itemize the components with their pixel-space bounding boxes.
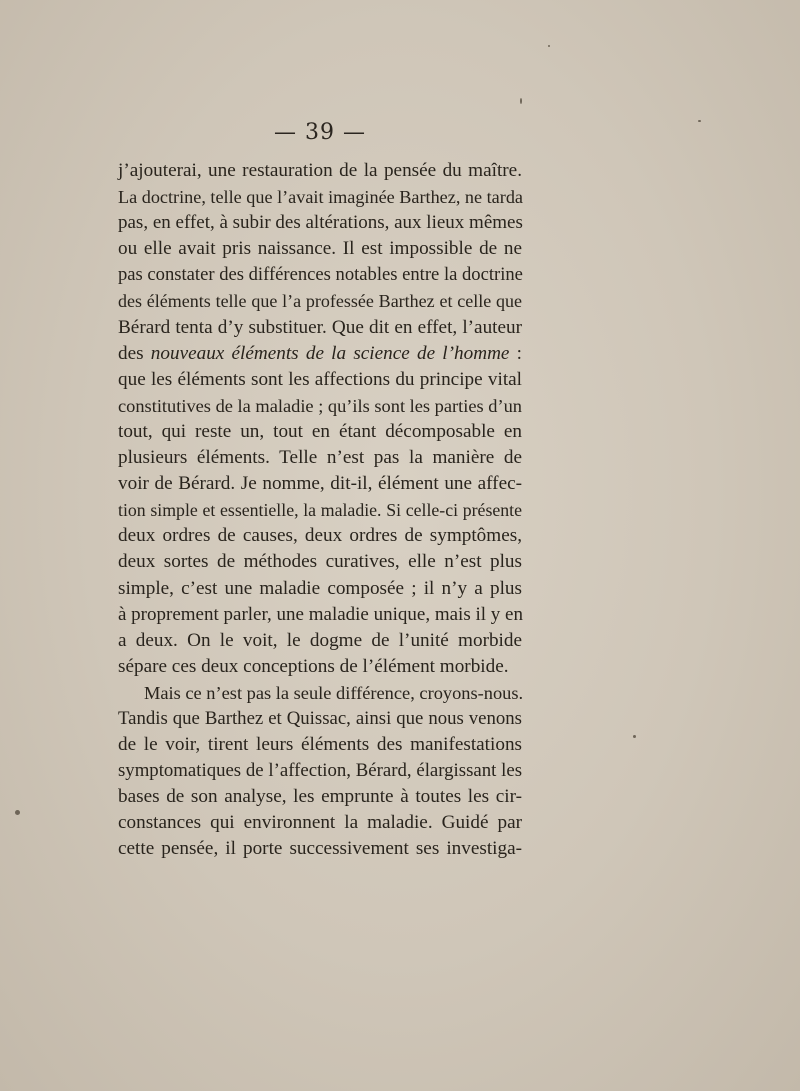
text-line: constitutives de la maladie ; qu’ils sont les parties d’un [118, 395, 523, 416]
text-line: pas, en effet, à subir des altérations, aux lieux mêmes [118, 212, 523, 234]
paper-speck [520, 98, 522, 104]
text-line: j’ajouterai, une restauration de la pensée du maître. [118, 160, 522, 181]
text-line: que les éléments sont les affections du principe vital [118, 368, 522, 390]
text-line: Tandis que Barthez et Quissac, ainsi que nous venons [118, 707, 522, 729]
body-text [118, 158, 522, 863]
paper-speck [698, 120, 701, 122]
text-line: voir de Bérard. Je nomme, dit-il, élément une affec- [118, 473, 522, 495]
text-line: Mais ce n’est pas la seule différence, croyons-nous. [144, 682, 524, 703]
text-line: à proprement parler, une maladie unique, mais il y en [118, 603, 523, 625]
text-line: ou elle avait pris naissance. Il est impossible de ne [118, 238, 522, 260]
page-number: — 39 — [274, 120, 366, 145]
text-segment: des [118, 342, 151, 364]
text-line: bases de son analyse, les emprunte à toutes les cir- [118, 786, 522, 808]
paper-speck [15, 810, 20, 815]
paper-speck [633, 735, 636, 738]
text-line: symptomatiques de l’affection, Bérard, élargissant les [118, 760, 522, 782]
text-line: tout, qui reste un, tout en étant décomposable en [118, 420, 522, 442]
text-line: deux ordres de causes, deux ordres de symptômes, [118, 525, 522, 547]
text-line: deux sortes de méthodes curatives, elle n’est plus [118, 551, 522, 573]
book-title: nouveaux éléments de la science de l’homme [150, 342, 510, 364]
text-line: cette pensée, il porte successivement ses investiga- [118, 838, 522, 860]
text-line: constances qui environnent la maladie. Guidé par [118, 812, 522, 834]
text-line: simple, c’est une maladie composée ; il n’y a plus [118, 577, 522, 599]
paper-speck [548, 45, 550, 47]
text-line: des éléments telle que l’a professée Barthez et celle que [118, 291, 522, 312]
text-line: tion simple et essentielle, la maladie. Si celle-ci présente [118, 500, 522, 521]
text-line: plusieurs éléments. Telle n’est pas la manière de [118, 447, 522, 469]
text-line [118, 341, 522, 367]
text-line: pas constater des différences notables entre la doctrine [118, 264, 523, 286]
text-line: a deux. On le voit, le dogme de l’unité morbide [118, 629, 522, 651]
text-line: La doctrine, telle que l’avait imaginée Barthez, ne tarda [118, 187, 523, 208]
text-line: Bérard tenta d’y substituer. Que dit en effet, l’auteur [118, 316, 522, 338]
text-line: de le voir, tirent leurs éléments des manifestations [118, 734, 522, 756]
text-segment: : [509, 342, 522, 364]
text-line: sépare ces deux conceptions de l’élément morbide. [118, 655, 509, 677]
